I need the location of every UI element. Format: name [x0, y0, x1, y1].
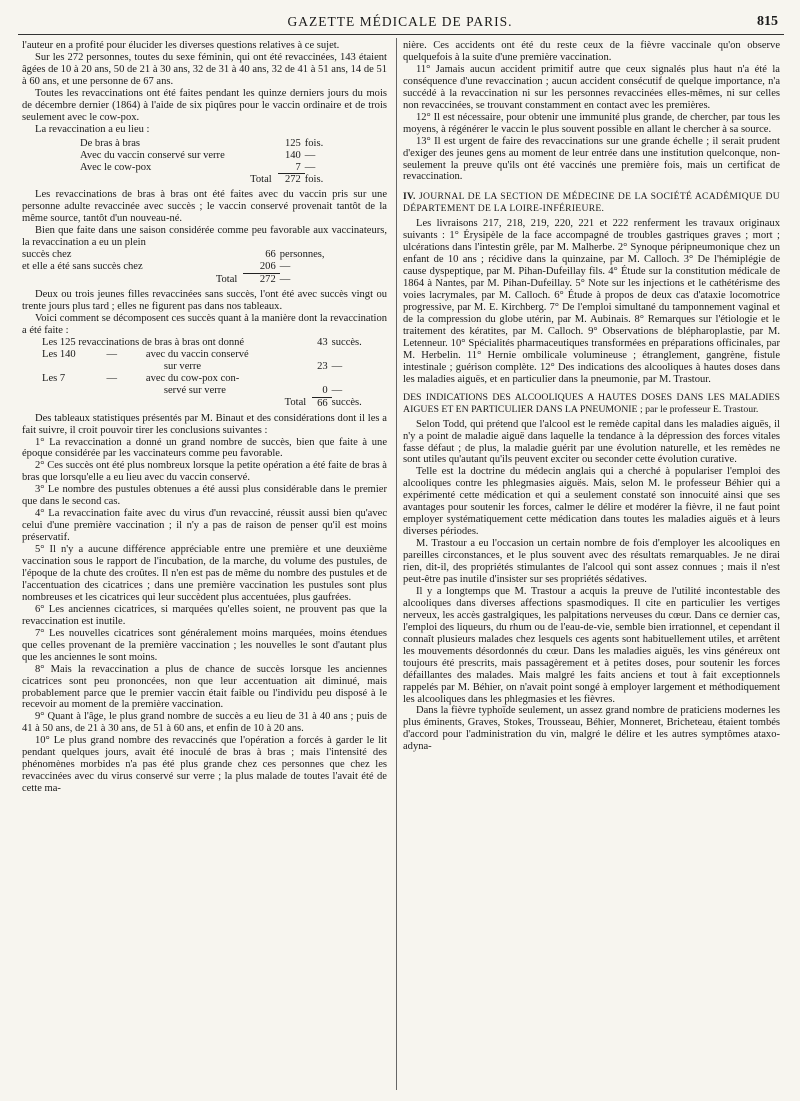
paragraph: nière. Ces accidents ont été du reste ceux de la fièvre vaccinale qu'on observe quelquefois à la suite d'une première vaccination.: [403, 40, 780, 63]
conclusion-item: 5° Il n'y a aucune différence appréciable entre une première et une deuxième vaccination sous le rapport de l'incubation, de la marche, du volume des pustules, de l'époque de la chute des croûtes. Il n'en est pas de même du nombre des pustules et de l'accentuation des cicatrices ; dans une première vaccination les pustules sont plus nombreuses et les cicatrices qui leur succèdent plus accentuées, plus gaufrées.: [22, 544, 387, 603]
table-total-row: [42, 397, 372, 409]
section-number: IV.: [403, 191, 416, 203]
table-total-label: Total: [250, 173, 272, 185]
table-label: succès chez: [22, 249, 72, 261]
table-unit: —: [331, 360, 343, 372]
paragraph: Sur les 272 personnes, toutes du sexe féminin, qui ont été revaccinées, 143 étaient âgées de 10 à 20 ans, 50 de 21 à 30 ans, 32 de 31 à 40 ans, 32 de 41 à 51 ans, 14 de 51 à 60 ans, et une personne de 67 ans.: [22, 51, 387, 87]
table-total-label: Total: [215, 273, 238, 285]
table-total-unit: fois.: [304, 173, 324, 185]
table-unit: [332, 349, 372, 361]
paragraph: Les revaccinations de bras à bras ont été faites avec du vaccin pris sur une personne adulte revaccinée avec succès ; le vaccin conservé provenait tantôt de la même source, tantôt d'un nouveau-né.: [22, 189, 387, 225]
conclusion-item: 10° Le plus grand nombre des revaccinés que l'opération a forcés à garder le lit pendant quelques jours, avait été inoculé de bras à bras ; mais l'intensité des phénomènes morbides n'a pas été plus grande chez ces personnes que chez les revaccinées avec du virus conservé sur verre ; la plus malade de toutes l'avait été de cette ma-: [22, 735, 387, 795]
paragraph: Dans la fièvre typhoïde seulement, un assez grand nombre de praticiens modernes les plus éminents, Graves, Stokes, Trousseau, Béhier, Monneret, Bricheteau, étaient tombés d'accord pour l'administration du vin, malgré le délire et les autres symptômes ataxo-adyna-: [403, 705, 780, 753]
table-value: [312, 373, 331, 385]
conclusion-item: 3° Le nombre des pustules obtenues a été aussi plus considérable dans le premier que dans le second cas.: [22, 484, 387, 508]
table-value: 125: [284, 137, 301, 149]
table-label: [42, 385, 96, 397]
table-unit: —: [331, 384, 343, 396]
table-unit: —: [304, 161, 316, 173]
table-label: Les 7: [42, 372, 66, 384]
paragraph: Des tableaux statistiques présentés par M. Binaut et des considérations dont il les a fait suivre, il croit pouvoir tirer les conclusions suivantes :: [22, 412, 387, 436]
paragraph: Les livraisons 217, 218, 219, 220, 221 et 222 renferment les travaux originaux suivants : 1° Érysipèle de la face accompagné de troubles gastriques graves ; mort ; ulcérations dans l'intestin grêle, par M. Malherbe. 2° Synoque péripneumonique chez un enfant de 10 ans ; récidive dans la quinzaine, par M. Calloch. 3° De l'hémiplégie de cause dyspeptique, par M. Pihan-Dufeillay fils. 4° Étude sur la constitution médicale de 1864 à Nantes, par M. Pihan-Dufeillay. 5° Note sur les injections et le cathétérisme des voies lacrymales, par M. Calloch. 6° Étude à propos de deux cas d'ataxie locomotrice progressive, par M. E. Kirchberg. 7° De l'emploi simultané du tamponnement vaginal et de la compression du globe utérin, par M. Aubinais. 8° Remarques sur l'étiologie et le traitement des kératites, par M. Calloch. 9° Observations de blépharoplastie, par M. Letenneur. 10° Spécialités pharmaceutiques transformées en préparations officinales, par M. Herbelin. 11° Hernie ombilicale volumineuse ; étranglement, gangrène, fistule intestinale ; guérison complète. 12° Des indications des alcooliques à hautes doses dans les maladies aiguës, et en particulier dans la pneumonie, par M. Trastour.: [403, 218, 780, 385]
ditto-mark: [96, 385, 145, 397]
table-row: [80, 150, 330, 162]
table-total-row: [80, 174, 330, 186]
header-rule: [18, 34, 784, 35]
table-total-row: [22, 274, 362, 286]
table-unit: personnes,: [279, 249, 325, 261]
ditto-mark: —: [106, 372, 118, 384]
success-breakdown-table: [42, 337, 372, 410]
table-row: [42, 361, 372, 373]
table-total-value: 272: [259, 274, 276, 286]
revaccination-method-table: [80, 138, 330, 187]
table-total-label: Total: [284, 397, 307, 409]
table-label: Avec le cow-pox: [80, 161, 152, 173]
conclusion-item: 4° La revaccination faite avec du virus d'un revacciné, réussit aussi bien qu'avec celui d'une première vaccination ; il n'y a pas de raison de penser qu'il est moins préservatif.: [22, 508, 387, 544]
conclusion-item: 9° Quant à l'âge, le plus grand nombre de succès a eu lieu de 31 à 40 ans ; puis de 41 à 50 ans, de 21 à 30 ans, de 51 à 60 ans, et enfin de 10 à 20 ans.: [22, 711, 387, 735]
right-column: [403, 40, 780, 753]
table-label: De bras à bras: [80, 137, 141, 149]
conclusion-item: 7° Les nouvelles cicatrices sont généralement moins marquées, moins étendues que celles provenant de la première vaccination ; les nouvelles le sont d'autant plus que les anciennes le sont moins.: [22, 627, 387, 663]
paragraph: Toutes les revaccinations ont été faites pendant les quinze derniers jours du mois de décembre dernier (1864) à l'aide de six piqûres pour le vaccin ordinaire et de trois seulement avec le cow-pox.: [22, 87, 387, 123]
table-total-unit: —: [279, 273, 291, 285]
table-value: 23: [317, 360, 328, 372]
conclusion-item: 12° Il est nécessaire, pour obtenir une immunité plus grande, de chercher, par tous les moyens, à régénérer le vaccin le plus souvent possible en allant le chercher à sa source.: [403, 111, 780, 135]
table-unit: fois.: [304, 137, 324, 149]
table-label: avec du cow-pox con-: [145, 372, 240, 384]
paragraph: Telle est la doctrine du médecin anglais qui a cherché à populariser l'emploi des alcooliques contre les phlegmasies aiguës. Mais, selon M. le professeur Béhier qui a expérimenté cette médication et qui a seulement constaté son innocuité ainsi que ses avantages pour soutenir les forces, calmer le délire et modérer la fièvre, il ne faut point employer systématiquement cette médication dans toutes les maladies aiguës et à leurs diverses périodes.: [403, 466, 780, 538]
page-header-title: GAZETTE MÉDICALE DE PARIS.: [287, 14, 513, 29]
table-label: avec du vaccin conservé: [145, 348, 249, 360]
table-total-unit: succès.: [331, 397, 362, 409]
table-total-value: 66: [317, 397, 328, 409]
table-label: et elle a été sans succès chez: [22, 261, 143, 273]
table-row: [42, 373, 372, 385]
table-total-value: 272: [284, 174, 301, 186]
section-title: JOURNAL DE LA SECTION DE MÉDECINE DE LA SOCIÉTÉ ACADÉMIQUE DU DÉPARTEMENT DE LA LOIRE-INFÉRIEURE.: [403, 191, 780, 215]
conclusion-item: 2° Ces succès ont été plus nombreux lorsque la petite opération a été faite de bras à bras que lorsqu'elle a eu lieu avec du vaccin conservé.: [22, 460, 387, 484]
conclusion-item: 6° Les anciennes cicatrices, si marquées qu'elles soient, ne prouvent pas que la revaccination est inutile.: [22, 603, 387, 627]
table-label: Les 125 revaccinations de bras à bras ont donné: [42, 336, 245, 348]
table-unit: —: [279, 261, 291, 273]
table-value: 66: [265, 249, 276, 261]
table-unit: [332, 373, 372, 385]
table-row: [42, 337, 372, 349]
left-column: [22, 40, 387, 795]
paragraph: Il y a longtemps que M. Trastour a acquis la preuve de l'utilité incontestable des alcooliques dans diverses affections spasmodiques. Il cite en particulier les vertiges nerveux, les accès gastralgiques, les palpitations nerveuses du cœur. Dans ce dernier cas, l'emploi des liqueurs, du rhum ou de l'eau-de-vie, semble bien irrationnel, et cependant il connaît plusieurs malades chez lesquels ces agents sont habituellement utiles, et arrêtent les mouvements désordonnés du cœur. Dans les maladies aiguës, les vins généreux ont toujours été prescrits, mais passagèrement et à petites doses, pour soutenir les forces défaillantes des malades. Mais malgré les faits anciens et tout à fait exceptionnels rappelés par M. Béhier, on n'avait point songé à employer largement et méthodiquement les alcooliques dans les phlegmasies et les fièvres.: [403, 585, 780, 705]
paragraph: Deux ou trois jeunes filles revaccinées sans succès, l'ont été avec succès vingt ou trente jours plus tard ; elles ne figurent pas dans nos tableaux.: [22, 289, 387, 313]
paragraph: M. Trastour a eu l'occasion un certain nombre de fois d'employer les alcooliques en pareilles circonstances, et le plus souvent avec des résultats remarquables. Je ne dirai rien, dit-il, des propriétés stimulantes de l'alcool qui sont assez connues ; mais il n'est peut-être pas inutile d'insister sur ses propriétés sédatives.: [403, 538, 780, 585]
table-row: [22, 249, 362, 261]
article-heading: DES INDICATIONS DES ALCOOLIQUES A HAUTES DOSES DANS LES MALADIES AIGUES ET EN PARTICULIER DANS LA PNEUMONIE ; par le professeur E. Trastour.: [403, 391, 780, 415]
success-table: [22, 249, 362, 286]
table-value: 43: [317, 336, 328, 348]
page-number: 815: [757, 14, 778, 29]
paragraph: Voici comment se décomposent ces succès quant à la manière dont la revaccination a été faite :: [22, 312, 387, 336]
table-label: Avec du vaccin conservé sur verre: [80, 149, 225, 161]
table-value: 7: [278, 162, 305, 174]
table-unit: —: [304, 149, 316, 161]
table-value: 140: [284, 149, 301, 161]
ditto-mark: —: [106, 348, 118, 360]
ditto-mark: [96, 361, 145, 373]
section-heading: [403, 191, 780, 215]
table-value: 206: [243, 261, 279, 273]
table-label: servé sur verre: [163, 384, 226, 396]
paragraph: Selon Todd, qui prétend que l'alcool est le remède capital dans les maladies aiguës, il n'y a point de maladie aiguë dans laquelle la tendance à la dépression des forces vitales fasse défaut ; de plus, la maladie guérit par une évolution naturelle, et les remèdes ne sont utiles qu'autant qu'ils peuvent exciter ou seconder cette évolution curative.: [403, 418, 780, 466]
conclusion-item: 13° Il est urgent de faire des revaccinations sur une grande échelle ; il serait prudent d'exiger des jeunes gens au moment de leur entrée dans une institution quelconque, non-seulement la preuve qu'ils ont été vaccinés une première fois, mais un certificat de revaccination.: [403, 135, 780, 183]
table-label: [42, 361, 96, 373]
table-row: [80, 138, 330, 150]
table-unit: succès.: [331, 336, 362, 348]
column-divider: [396, 38, 397, 1090]
table-label: sur verre: [163, 360, 202, 372]
table-row: [42, 385, 372, 397]
conclusion-item: 1° La revaccination a donné un grand nombre de succès, bien que faite à une époque considérée par les vaccinateurs comme peu favorable.: [22, 436, 387, 460]
paragraph: La revaccination a eu lieu :: [35, 123, 150, 135]
table-row: [22, 261, 362, 273]
paragraph: Bien que faite dans une saison considérée comme peu favorable aux vaccinateurs, la revaccination a eu un plein: [22, 225, 387, 249]
conclusion-item: 11° Jamais aucun accident primitif autre que ceux signalés plus haut n'a été la conséquence d'une revaccination ; aucun accident consécutif de quelque importance, n'a succédé à la revaccination ni sur les personnes revaccinées elles-mêmes, ni sur celles non revaccinées, se trouvant constamment en contact avec les premières.: [403, 63, 780, 111]
paragraph: l'auteur en a profité pour élucider les diverses questions relatives à ce sujet.: [22, 40, 340, 51]
table-row: [80, 162, 330, 174]
table-value: 0: [312, 385, 331, 397]
table-row: [42, 349, 372, 361]
conclusion-item: 8° Mais la revaccination a plus de chance de succès lorsque les anciennes cicatrices sont peu prononcées, non que leur accentuation ait diminué, mais probablement parce que le premier vaccin était faible ou l'individu peu disposé à le recevoir au moment de la première vaccination.: [22, 663, 387, 711]
table-value: [312, 349, 331, 361]
table-label: Les 140: [42, 348, 76, 360]
